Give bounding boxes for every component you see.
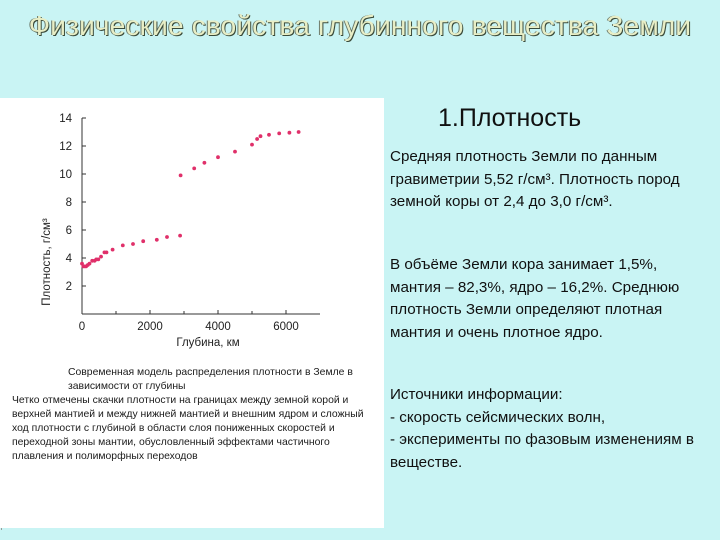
data-point	[121, 244, 125, 248]
data-point	[155, 238, 159, 242]
data-point	[141, 239, 145, 243]
data-point	[216, 155, 220, 159]
x-tick-label: 2000	[137, 321, 163, 333]
data-point	[96, 258, 100, 262]
data-point	[192, 167, 196, 171]
chart-axes	[82, 118, 320, 314]
figure-panel	[0, 98, 384, 528]
data-point	[179, 174, 183, 178]
x-axis-title: Глубина, км	[176, 337, 240, 349]
y-tick-label: 2	[65, 281, 72, 293]
y-axis-title: Плотность, г/см³	[41, 218, 53, 306]
data-point	[105, 251, 109, 255]
data-point	[165, 235, 169, 239]
chart-points	[80, 130, 300, 268]
data-point	[88, 262, 92, 266]
data-point	[259, 134, 263, 138]
data-point	[203, 161, 207, 165]
data-point	[297, 130, 301, 134]
data-point	[288, 131, 292, 135]
data-point	[131, 242, 135, 246]
y-tick-label: 4	[65, 253, 72, 265]
x-tick-label: 6000	[273, 321, 299, 333]
chart-ticks	[59, 113, 299, 333]
data-point	[267, 133, 271, 137]
density-paragraph: Средняя плотность Земли по данным гравиметрии 5,52 г/см³. Плотность пород земной коры от 2,4 до 3,0 г/см³.	[390, 148, 680, 210]
x-tick-label: 4000	[205, 321, 231, 333]
figure-caption	[12, 366, 374, 464]
y-tick-label: 14	[59, 113, 72, 125]
y-tick-label: 6	[65, 225, 72, 237]
sources-paragraph: Источники информации: - скорость сейсмических волн, - эксперименты по фазовым изменениям в веществе.	[390, 386, 694, 471]
data-point	[277, 132, 281, 136]
x-tick-label: 0	[78, 321, 86, 333]
caption-lead: Современная модель распределения плотности в Земле в зависимости от глубины	[68, 367, 353, 392]
data-point	[99, 255, 103, 259]
data-point	[233, 150, 237, 154]
data-point	[255, 137, 259, 141]
y-tick-label: 8	[65, 197, 72, 209]
y-tick-label: 12	[59, 141, 72, 153]
slide-title: Физические свойства глубинного вещества Земли	[28, 10, 692, 41]
data-point	[178, 234, 182, 238]
data-point	[111, 248, 115, 252]
data-point	[250, 143, 254, 147]
density-chart	[0, 98, 384, 368]
section-heading: 1.Плотность	[438, 104, 582, 132]
caption-body: Четко отмечены скачки плотности на границах между земной корой и верхней мантией и между нижней мантией и внешним ядром и сложный ход плотности с глубиной в области слоя пониженных скоростей и переходной зоны мантии, обусловленный эффектами частичного плавления и полиморфных переходов	[12, 395, 364, 462]
y-tick-label: 10	[59, 169, 72, 181]
volume-paragraph: В объёме Земли кора занимает 1,5%, мантия – 82,3%, ядро – 16,2%. Среднюю плотность Земли определяют плотная мантия и очень плотное ядро.	[390, 256, 680, 341]
